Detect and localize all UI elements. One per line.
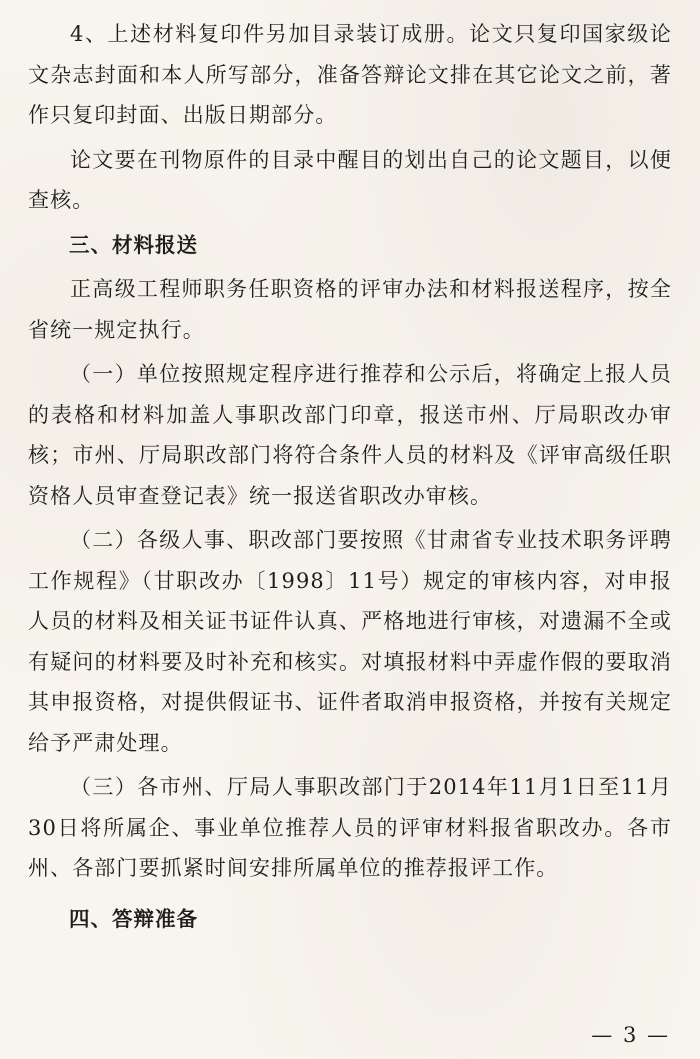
document-body xyxy=(28,14,672,939)
section-heading-material-submission: 三、材料报送 xyxy=(69,232,198,257)
section-heading-defense-preparation: 四、答辩准备 xyxy=(69,906,198,931)
paragraph-item-three: （三）各市州、厅局人事职改部门于2014年11月1日至11月30日将所属企、事业单位推荐人员的评审材料报省职改办。各市州、各部门要抓紧时间安排所属单位的推荐报评工作。 xyxy=(28,775,672,880)
paragraph-paper-title-marking: 论文要在刊物原件的目录中醒目的划出自己的论文题目，以便查核。 xyxy=(28,147,672,212)
paragraph-submission-procedure: 正高级工程师职务任职资格的评审办法和材料报送程序，按全省统一规定执行。 xyxy=(28,277,672,342)
paragraph-materials-binding: 4、上述材料复印件另加目录装订成册。论文只复印国家级论文杂志封面和本人所写部分，准备答辩论文排在其它论文之前，著作只复印封面、出版日期部分。 xyxy=(28,22,672,127)
paragraph-item-two: （二）各级人事、职改部门要按照《甘肃省专业技术职务评聘工作规程》（甘职改办〔1998〕11号）规定的审核内容，对申报人员的材料及相关证书证件认真、严格地进行审核，对遗漏不全或有疑问的材料要及时补充和核实。对填报材料中弄虚作假的要取消其申报资格，对提供假证书、证件者取消申报资格，并按有关规定给予严肃处理。 xyxy=(28,528,672,755)
paragraph-item-one: （一）单位按照规定程序进行推荐和公示后，将确定上报人员的表格和材料加盖人事职改部门印章，报送市州、厅局职改办审核；市州、厅局职改部门将符合条件人员的材料及《评审高级任职资格人员审查登记表》统一报送省职改办审核。 xyxy=(28,362,672,508)
page-number: — 3 — xyxy=(591,1023,670,1047)
